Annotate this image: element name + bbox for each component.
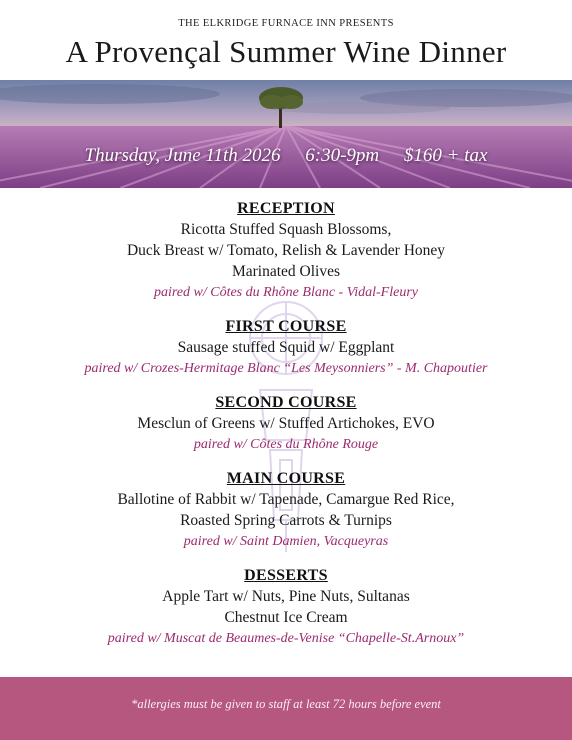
menu-item: Ballotine of Rabbit w/ Tapenade, Camargue Red Rice, bbox=[117, 491, 455, 508]
section-heading: RECEPTION bbox=[237, 200, 335, 217]
allergy-note: *allergies must be given to staff at least 72 hours before event bbox=[131, 697, 441, 711]
event-price: $160 + tax bbox=[403, 145, 488, 166]
footer-bar bbox=[0, 677, 572, 740]
lavender-field-banner bbox=[0, 80, 572, 188]
menu-item: Marinated Olives bbox=[231, 263, 341, 280]
wine-pairing: paired w/ Crozes-Hermitage Blanc “Les Meysonniers” - M. Chapoutier bbox=[84, 361, 488, 376]
section-heading: FIRST COURSE bbox=[225, 318, 347, 335]
presenter-line: THE ELKRIDGE FURNACE INN PRESENTS bbox=[178, 18, 394, 29]
wine-pairing: paired w/ Côtes du Rhône Rouge bbox=[193, 437, 379, 452]
second-course-section bbox=[0, 393, 572, 455]
menu-item: Duck Breast w/ Tomato, Relish & Lavender Honey bbox=[126, 242, 446, 259]
menu bbox=[0, 199, 572, 663]
menu-item: Sausage stuffed Squid w/ Eggplant bbox=[177, 339, 395, 356]
section-heading: DESSERTS bbox=[244, 567, 328, 584]
wine-pairing: paired w/ Saint Damien, Vacqueyras bbox=[183, 534, 389, 549]
lavender-field-image bbox=[0, 80, 572, 188]
menu-item: Chestnut Ice Cream bbox=[224, 609, 348, 626]
wine-pairing: paired w/ Muscat de Beaumes-de-Venise “Chapelle-St.Arnoux” bbox=[107, 631, 465, 646]
event-title: A Provençal Summer Wine Dinner bbox=[65, 34, 507, 69]
event-date: Thursday, June 11th 2026 bbox=[84, 145, 281, 166]
section-heading: SECOND COURSE bbox=[215, 394, 357, 411]
menu-item: Apple Tart w/ Nuts, Pine Nuts, Sultanas bbox=[162, 588, 410, 605]
menu-item: Roasted Spring Carrots & Turnips bbox=[180, 512, 392, 529]
menu-item: Ricotta Stuffed Squash Blossoms, bbox=[180, 221, 392, 238]
main-course-section bbox=[0, 469, 572, 552]
first-course-section bbox=[0, 317, 572, 379]
event-details bbox=[0, 145, 572, 167]
menu-item: Mesclun of Greens w/ Stuffed Artichokes, EVO bbox=[137, 415, 435, 432]
wine-pairing: paired w/ Côtes du Rhône Blanc - Vidal-Fleury bbox=[153, 285, 418, 300]
section-heading: MAIN COURSE bbox=[226, 470, 346, 487]
event-time: 6:30-9pm bbox=[305, 145, 380, 166]
desserts-section bbox=[0, 566, 572, 649]
reception-section bbox=[0, 199, 572, 303]
